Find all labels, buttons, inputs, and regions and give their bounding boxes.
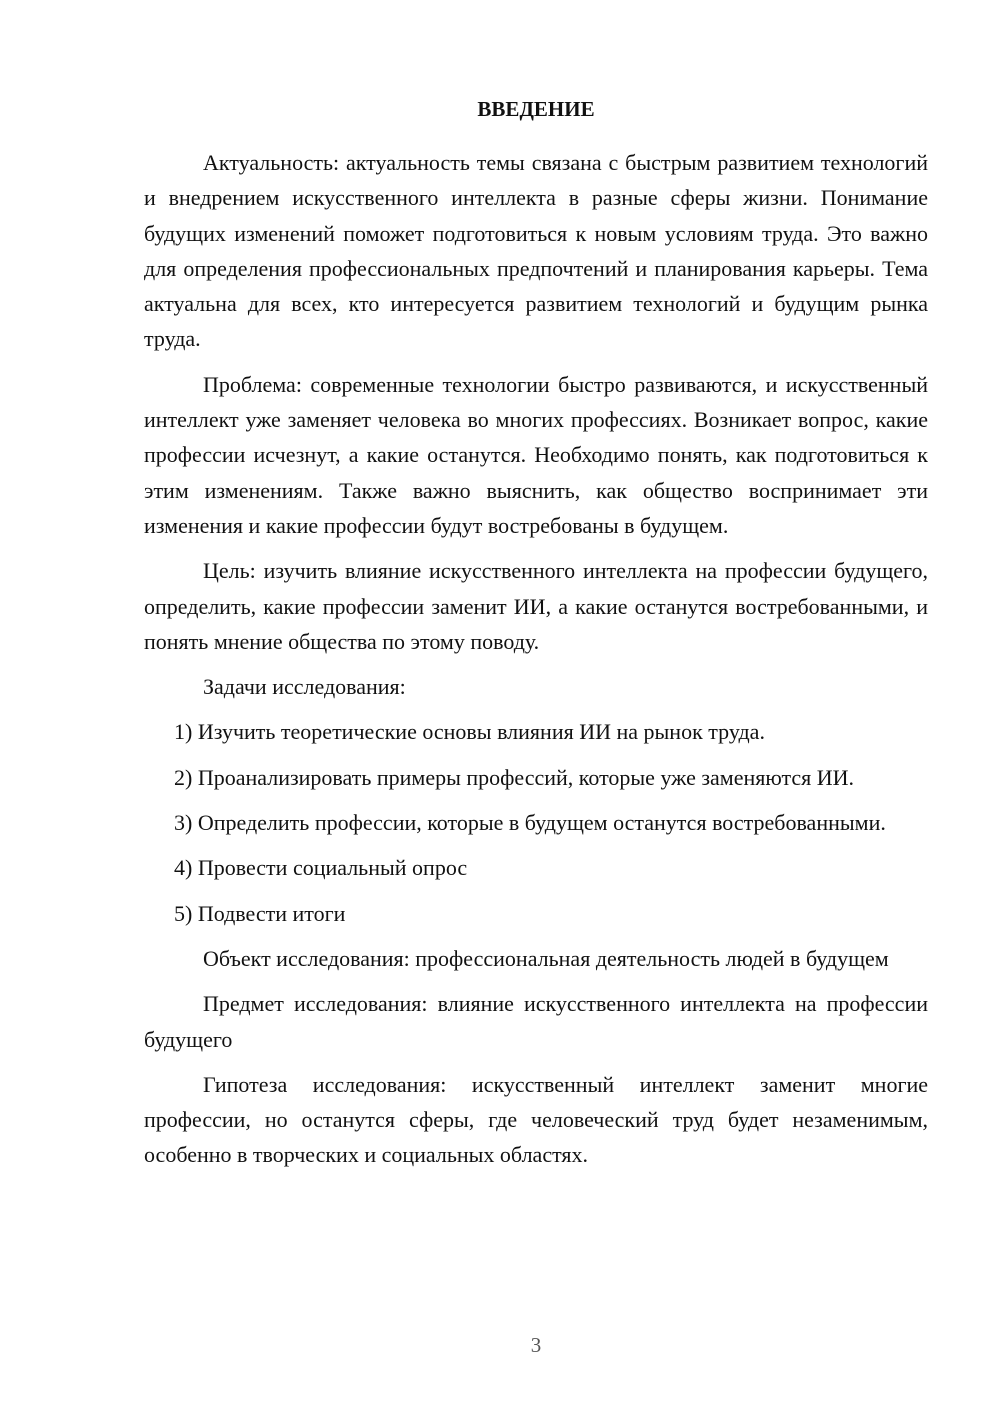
hypothesis-paragraph: Гипотеза исследования: искусственный интеллект заменит многие профессии, но останутся сферы, где человеческий труд будет незаменимым, особенно в творческих и социальных областях.	[144, 1071, 928, 1168]
task-item-5: 5) Подвести итоги	[174, 900, 346, 926]
section-heading: ВВЕДЕНИЕ	[477, 97, 595, 121]
object-paragraph: Объект исследования: профессиональная деятельность людей в будущем	[203, 945, 889, 971]
task-item-2: 2) Проанализировать примеры профессий, которые уже заменяются ИИ.	[174, 764, 855, 790]
relevance-paragraph: Актуальность: актуальность темы связана с быстрым развитием технологий и внедрением искусственного интеллекта в разные сферы жизни. Понимание будущих изменений поможет подготовиться к новым условиям труда. Это важно для определения профессиональных предпочтений и планирования карьеры. Тема актуальна для всех, кто интересуется развитием технологий и будущим рынка труда.	[144, 150, 928, 352]
tasks-intro: Задачи исследования:	[203, 674, 406, 700]
task-item-4: 4) Провести социальный опрос	[174, 855, 468, 881]
subject-paragraph: Предмет исследования: влияние искусственного интеллекта на профессии будущего	[144, 991, 928, 1052]
task-item-1: 1) Изучить теоретические основы влияния ИИ на рынок труда.	[174, 719, 765, 745]
task-item-3: 3) Определить профессии, которые в будущем останутся востребованными.	[174, 810, 886, 836]
goal-paragraph: Цель: изучить влияние искусственного интеллекта на профессии будущего, определить, какие профессии заменит ИИ, а какие останутся востребованными, и понять мнение общества по этому поводу.	[144, 558, 928, 654]
page-number: 3	[530, 1333, 542, 1357]
document-page	[144, 92, 928, 1183]
problem-paragraph: Проблема: современные технологии быстро развиваются, и искусственный интеллект уже заменяет человека во многих профессиях. Возникает вопрос, какие профессии исчезнут, а какие останутся. Необходимо понять, как подготовиться к этим изменениям. Также важно выяснить, как общество воспринимает эти изменения и какие профессии будут востребованы в будущем.	[144, 371, 928, 538]
